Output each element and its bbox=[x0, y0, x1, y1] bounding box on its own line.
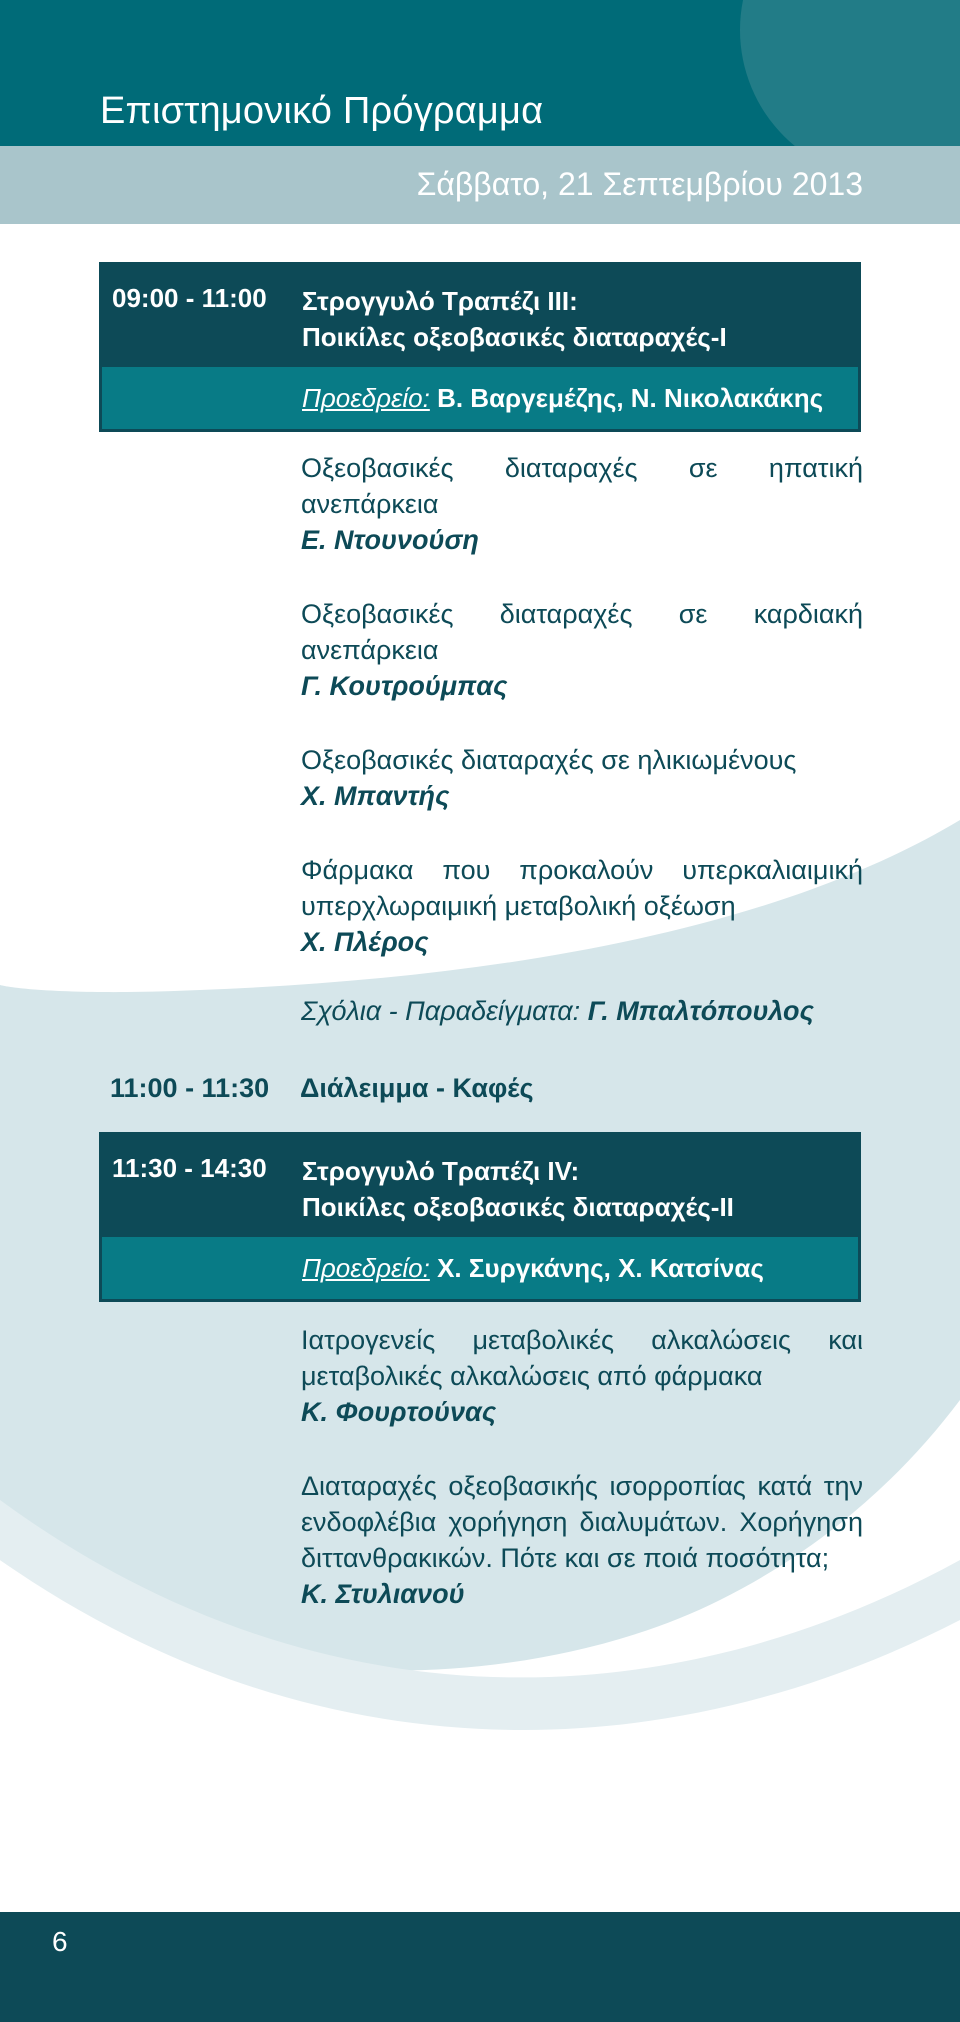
session-title-line: Ποικίλες οξεοβασικές διαταραχές-ΙΙ bbox=[302, 1192, 734, 1222]
session-time: 11:30 - 14:30 bbox=[112, 1153, 267, 1183]
talk-title: Διαταραχές οξεοβασικής ισορροπίας κατά την ενδοφλέβια χορήγηση διαλυμάτων. Χορήγηση διττανθρακικών. Πότε και σε ποιά ποσότητα; bbox=[301, 1471, 863, 1573]
talk-item bbox=[301, 742, 863, 814]
program-date: Σάββατο, 21 Σεπτεμβρίου 2013 bbox=[416, 166, 863, 202]
talk-speaker: Γ. Κουτρούμπας bbox=[301, 671, 508, 701]
talk-item bbox=[301, 596, 863, 704]
session-time: 09:00 - 11:00 bbox=[112, 283, 267, 313]
session-title bbox=[302, 1135, 858, 1237]
talk-title: Ιατρογενείς μεταβολικές αλκαλώσεις και μεταβολικές αλκαλώσεις από φάρμακα bbox=[301, 1325, 863, 1391]
talk-speaker: Χ. Μπαντής bbox=[301, 781, 450, 811]
comments-name: Γ. Μπαλτόπουλος bbox=[587, 996, 814, 1026]
talk-speaker: Κ. Στυλιανού bbox=[301, 1579, 465, 1609]
chair-label: Προεδρείο: bbox=[302, 383, 430, 413]
talk-item bbox=[301, 1468, 863, 1612]
talk-title: Οξεοβασικές διαταραχές σε ηλικιωμένους bbox=[301, 745, 797, 775]
session-header bbox=[102, 1135, 858, 1237]
footer-band bbox=[0, 1912, 960, 2022]
talk-item bbox=[301, 1322, 863, 1430]
session-header bbox=[102, 265, 858, 367]
break-time: 11:00 - 11:30 bbox=[110, 1073, 270, 1103]
page-title: Επιστημονικό Πρόγραμμα bbox=[100, 90, 544, 132]
talk-speaker: Κ. Φουρτούνας bbox=[301, 1397, 497, 1427]
talk-speaker: Ε. Ντουνούση bbox=[301, 525, 479, 555]
session-comments bbox=[301, 996, 814, 1027]
talk-title: Οξεοβασικές διαταραχές σε ηπατική ανεπάρκεια bbox=[301, 453, 863, 519]
session-chair bbox=[102, 367, 858, 429]
talk-item bbox=[301, 852, 863, 960]
session-roundtable-3 bbox=[99, 262, 861, 432]
session-chair bbox=[102, 1237, 858, 1299]
session-roundtable-4 bbox=[99, 1132, 861, 1302]
talk-title: Φάρμακα που προκαλούν υπερκαλιαιμική υπερχλωραιμική μεταβολική οξέωση bbox=[301, 855, 863, 921]
coffee-break bbox=[110, 1070, 533, 1106]
page-number: 6 bbox=[52, 1926, 68, 1957]
talk-title: Οξεοβασικές διαταραχές σε καρδιακή ανεπάρκεια bbox=[301, 599, 863, 665]
chair-names: Β. Βαργεμέζης, Ν. Νικολακάκης bbox=[437, 383, 824, 413]
session-title-line: Ποικίλες οξεοβασικές διαταραχές-Ι bbox=[302, 322, 727, 352]
talk-speaker: Χ. Πλέρος bbox=[301, 927, 429, 957]
session-title bbox=[302, 265, 858, 367]
chair-label: Προεδρείο: bbox=[302, 1253, 430, 1283]
talk-item bbox=[301, 450, 863, 558]
session-title-line: Στρογγυλό Τραπέζι ΙV: bbox=[302, 1156, 580, 1186]
session-title-line: Στρογγυλό Τραπέζι ΙΙΙ: bbox=[302, 286, 578, 316]
comments-label: Σχόλια - Παραδείγματα: bbox=[301, 996, 581, 1026]
chair-names: Χ. Συργκάνης, Χ. Κατσίνας bbox=[437, 1253, 764, 1283]
break-label: Διάλειμμα - Καφές bbox=[300, 1073, 534, 1103]
